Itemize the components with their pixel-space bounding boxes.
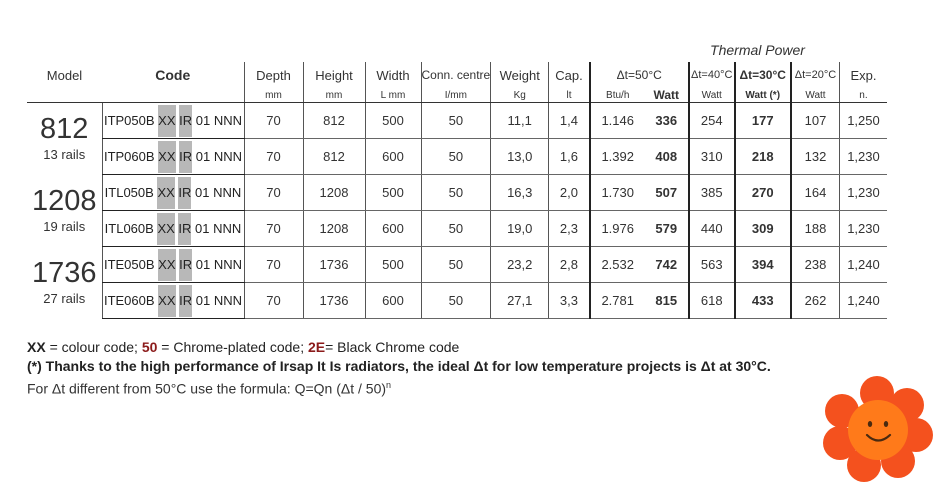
- code-colour: XX: [158, 141, 175, 173]
- legend-2e-text: = Black Chrome code: [325, 339, 460, 355]
- w20-value: 132: [791, 139, 840, 175]
- btu-value: 2.532: [590, 247, 645, 283]
- exp-header: Exp.: [840, 62, 887, 88]
- product-code: [102, 103, 244, 139]
- dt30-header: Δt=30°C: [735, 62, 791, 88]
- code-suffix: NNN: [213, 113, 243, 128]
- conn-value: 50: [421, 283, 491, 319]
- height-value: 1736: [303, 247, 365, 283]
- code-colour: XX: [158, 285, 175, 317]
- code-suffix: NNN: [213, 185, 242, 200]
- height-value: 1736: [303, 283, 365, 319]
- depth-value: 70: [244, 175, 303, 211]
- product-code: [102, 283, 244, 319]
- header-row: [27, 62, 887, 88]
- unit-row: [27, 88, 887, 103]
- code-variant: 01: [195, 221, 210, 236]
- height-value: 1208: [303, 175, 365, 211]
- depth-value: 70: [244, 211, 303, 247]
- code-variant: 01: [195, 257, 211, 272]
- w50-value: 742: [645, 247, 689, 283]
- w40-value: 254: [689, 103, 735, 139]
- conn-header: Conn. centre: [421, 62, 491, 88]
- height-header: Height: [303, 62, 365, 88]
- cap-header: Cap.: [549, 62, 590, 88]
- exp-value: 1,230: [840, 175, 887, 211]
- width-unit: L mm: [365, 88, 421, 103]
- model-number: 1208: [31, 184, 97, 217]
- specs-table: [27, 62, 887, 319]
- cap-value: 2,0: [549, 175, 590, 211]
- legend-formula-exp: n: [386, 380, 392, 390]
- model-cell: [27, 247, 102, 319]
- product-code: [102, 247, 244, 283]
- code-series: ITL050B: [104, 185, 154, 200]
- model-number: 1736: [31, 256, 97, 289]
- weight-header: Weight: [491, 62, 549, 88]
- code-series: ITE050B: [103, 257, 155, 272]
- model-cell: [27, 103, 102, 175]
- table-row: [27, 103, 887, 139]
- exp-value: 1,240: [840, 283, 887, 319]
- model-cell: [27, 175, 102, 247]
- weight-value: 11,1: [491, 103, 549, 139]
- model-rails: 19 rails: [43, 218, 86, 234]
- code-variant: 01: [195, 293, 211, 308]
- code-suffix: NNN: [213, 149, 243, 164]
- code-variant: 01: [195, 185, 210, 200]
- height-value: 812: [303, 139, 365, 175]
- conn-unit: I/mm: [421, 88, 491, 103]
- weight-value: 13,0: [491, 139, 549, 175]
- depth-value: 70: [244, 247, 303, 283]
- w50-value: 336: [645, 103, 689, 139]
- conn-value: 50: [421, 139, 491, 175]
- cap-value: 2,8: [549, 247, 590, 283]
- code-type: IR: [179, 285, 192, 317]
- model-rails: 13 rails: [43, 146, 86, 162]
- cap-value: 3,3: [549, 283, 590, 319]
- dt20-unit: Watt: [791, 88, 840, 103]
- w30-value: 433: [735, 283, 791, 319]
- w30-value: 309: [735, 211, 791, 247]
- w40-value: 618: [689, 283, 735, 319]
- dt50-watt-unit: Watt: [645, 88, 689, 103]
- height-value: 1208: [303, 211, 365, 247]
- model-number: 812: [40, 112, 89, 145]
- model-rails: 27 rails: [43, 290, 86, 306]
- product-code: [102, 211, 244, 247]
- legend-xx-text: = colour code;: [45, 339, 142, 355]
- dt50-btu-unit: Btu/h: [590, 88, 645, 103]
- legend-formula: [27, 376, 771, 399]
- code-suffix: NNN: [213, 221, 242, 236]
- code-series: ITL060B: [104, 221, 154, 236]
- w50-value: 579: [645, 211, 689, 247]
- code-header: Code: [155, 67, 191, 83]
- flower-eye-left: [868, 421, 872, 427]
- width-value: 600: [365, 139, 421, 175]
- exp-value: 1,240: [840, 247, 887, 283]
- width-value: 500: [365, 175, 421, 211]
- w30-value: 218: [735, 139, 791, 175]
- w30-value: 394: [735, 247, 791, 283]
- legend: [27, 338, 771, 399]
- cap-value: 1,4: [549, 103, 590, 139]
- exp-value: 1,230: [840, 211, 887, 247]
- width-header: Width: [365, 62, 421, 88]
- cap-unit: lt: [549, 88, 590, 103]
- dt30-unit: Watt (*): [735, 88, 791, 103]
- depth-unit: mm: [244, 88, 303, 103]
- code-unit-empty: [102, 88, 244, 103]
- dt40-header: Δt=40°C: [689, 62, 735, 88]
- code-colour: XX: [157, 213, 174, 245]
- w40-value: 385: [689, 175, 735, 211]
- w50-value: 815: [645, 283, 689, 319]
- legend-50: 50: [141, 339, 158, 355]
- exp-value: 1,250: [840, 103, 887, 139]
- conn-value: 50: [421, 175, 491, 211]
- depth-value: 70: [244, 139, 303, 175]
- table-row: [27, 283, 887, 319]
- btu-value: 1.392: [590, 139, 645, 175]
- code-type: IR: [179, 249, 192, 281]
- height-unit: mm: [303, 88, 365, 103]
- w20-value: 238: [791, 247, 840, 283]
- conn-value: 50: [421, 211, 491, 247]
- legend-xx: XX: [27, 339, 46, 355]
- cap-value: 1,6: [549, 139, 590, 175]
- table-row: [27, 175, 887, 211]
- weight-unit: Kg: [491, 88, 549, 103]
- legend-50-text: = Chrome-plated code;: [157, 339, 308, 355]
- weight-value: 27,1: [491, 283, 549, 319]
- w20-value: 164: [791, 175, 840, 211]
- legend-codes: [27, 338, 771, 357]
- weight-value: 16,3: [491, 175, 549, 211]
- flower-center: [848, 400, 908, 460]
- code-series: ITP050B: [103, 113, 155, 128]
- dt50-header: Δt=50°C: [590, 62, 689, 88]
- code-colour: XX: [157, 177, 174, 209]
- w50-value: 408: [645, 139, 689, 175]
- code-suffix: NNN: [213, 257, 243, 272]
- exp-value: 1,230: [840, 139, 887, 175]
- height-value: 812: [303, 103, 365, 139]
- flower-eye-right: [884, 421, 888, 427]
- product-code: [102, 139, 244, 175]
- legend-2e: 2E: [307, 339, 326, 355]
- model-unit-empty: [27, 88, 102, 103]
- code-series: ITE060B: [103, 293, 155, 308]
- weight-value: 19,0: [491, 211, 549, 247]
- w30-value: 177: [735, 103, 791, 139]
- code-type: IR: [178, 177, 191, 209]
- cap-value: 2,3: [549, 211, 590, 247]
- w40-value: 310: [689, 139, 735, 175]
- width-value: 500: [365, 247, 421, 283]
- btu-value: 2.781: [590, 283, 645, 319]
- thermal-power-title: Thermal Power: [710, 42, 805, 58]
- weight-value: 23,2: [491, 247, 549, 283]
- table-row: [27, 139, 887, 175]
- dt20-header: Δt=20°C: [791, 62, 840, 88]
- smiley-flower-icon: [818, 375, 936, 483]
- btu-value: 1.146: [590, 103, 645, 139]
- depth-value: 70: [244, 283, 303, 319]
- code-type: IR: [179, 141, 192, 173]
- code-colour: XX: [158, 249, 175, 281]
- product-code: [102, 175, 244, 211]
- depth-header: Depth: [244, 62, 303, 88]
- exp-unit: n.: [840, 88, 887, 103]
- code-variant: 01: [195, 149, 211, 164]
- model-header: Model: [46, 67, 83, 83]
- btu-value: 1.730: [590, 175, 645, 211]
- specs-body: [27, 103, 887, 319]
- w20-value: 107: [791, 103, 840, 139]
- table-row: [27, 211, 887, 247]
- w40-value: 563: [689, 247, 735, 283]
- w20-value: 262: [791, 283, 840, 319]
- code-type: IR: [179, 105, 192, 137]
- w40-value: 440: [689, 211, 735, 247]
- conn-value: 50: [421, 103, 491, 139]
- code-series: ITP060B: [103, 149, 155, 164]
- code-colour: XX: [158, 105, 175, 137]
- depth-value: 70: [244, 103, 303, 139]
- legend-note: (*) Thanks to the high performance of Irsap It Is radiators, the ideal Δt for low temperature projects is Δt at 30°C.: [27, 358, 771, 374]
- width-value: 600: [365, 283, 421, 319]
- dt40-unit: Watt: [689, 88, 735, 103]
- legend-formula-text: For Δt different from 50°C use the formula: Q=Qn (Δt / 50): [27, 380, 387, 397]
- code-type: IR: [178, 213, 191, 245]
- code-variant: 01: [195, 113, 211, 128]
- btu-value: 1.976: [590, 211, 645, 247]
- conn-value: 50: [421, 247, 491, 283]
- table-row: [27, 247, 887, 283]
- width-value: 500: [365, 103, 421, 139]
- w20-value: 188: [791, 211, 840, 247]
- w30-value: 270: [735, 175, 791, 211]
- w50-value: 507: [645, 175, 689, 211]
- code-suffix: NNN: [213, 293, 243, 308]
- width-value: 600: [365, 211, 421, 247]
